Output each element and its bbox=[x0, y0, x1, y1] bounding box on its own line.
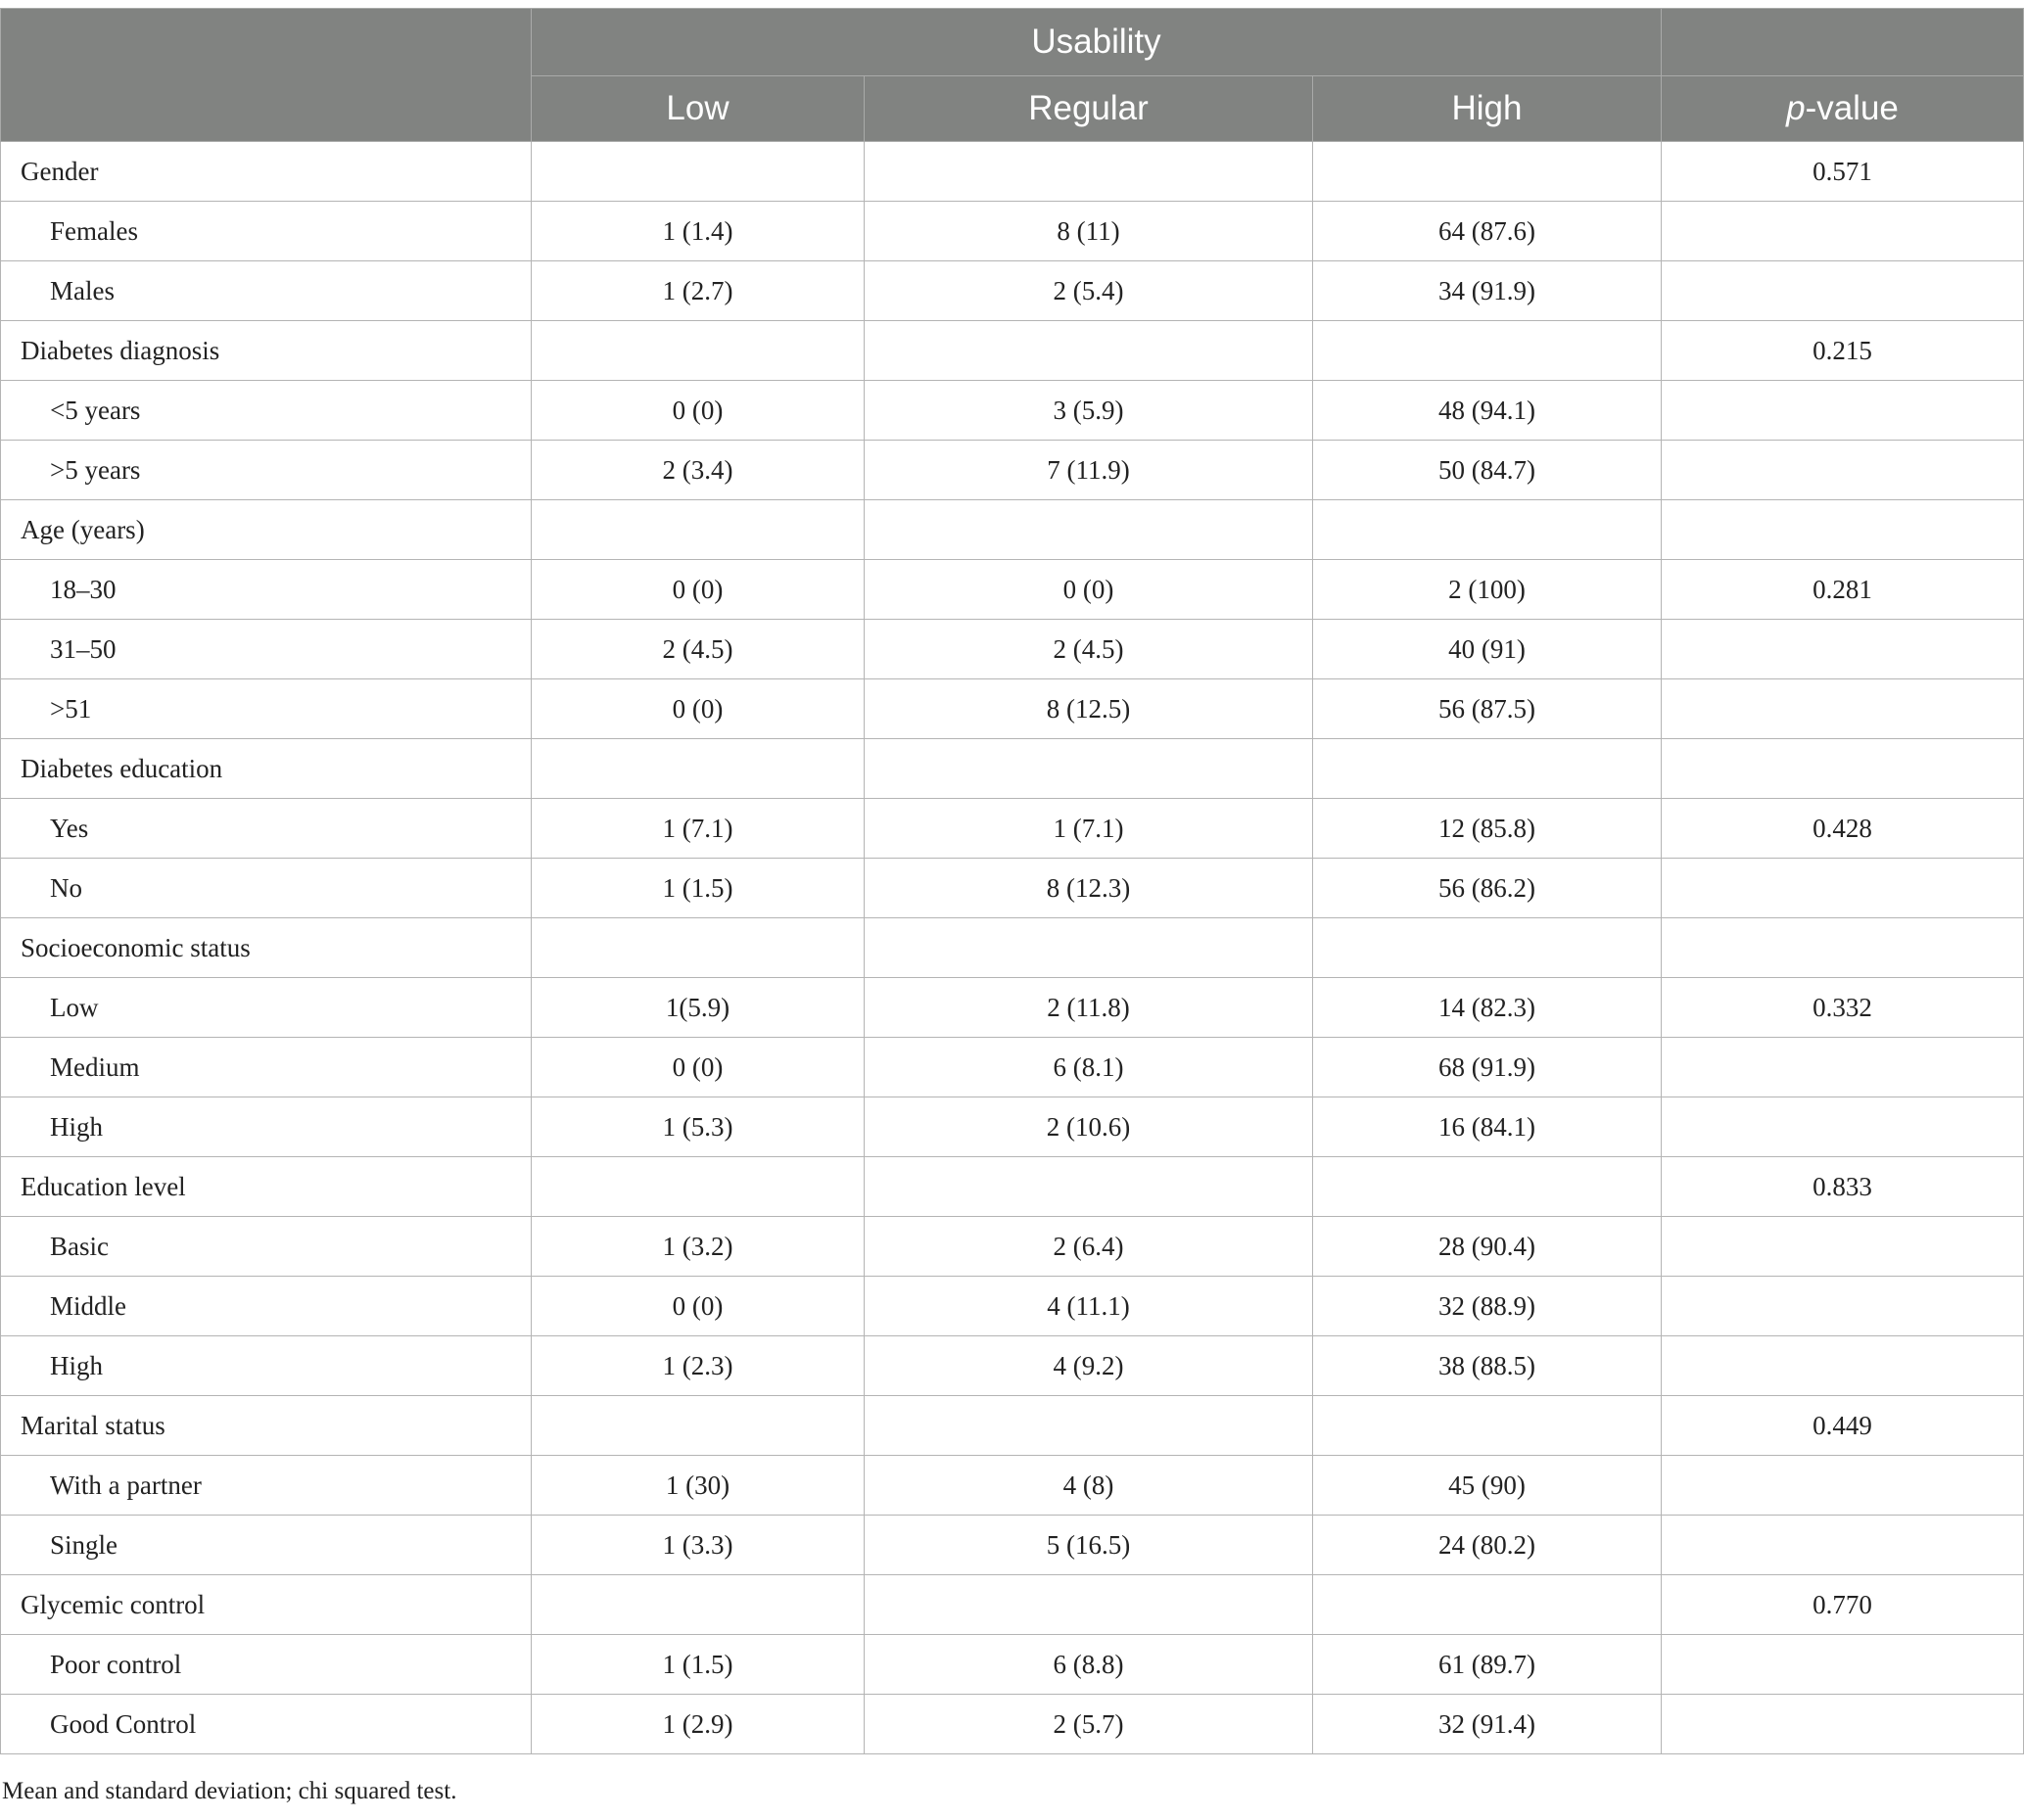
pvalue-cell: 0.428 bbox=[1662, 799, 2024, 859]
high-cell: 16 (84.1) bbox=[1313, 1097, 1662, 1157]
row-label: 31–50 bbox=[1, 620, 532, 679]
table-row-subitem bbox=[1, 679, 2024, 739]
low-cell: 1 (7.1) bbox=[532, 799, 865, 859]
pvalue-cell bbox=[1662, 441, 2024, 500]
pvalue-cell: 0.281 bbox=[1662, 560, 2024, 620]
table-row-subitem bbox=[1, 1635, 2024, 1695]
row-label: >51 bbox=[1, 679, 532, 739]
row-label: 18–30 bbox=[1, 560, 532, 620]
table-row-subitem bbox=[1, 1038, 2024, 1097]
regular-cell bbox=[865, 1396, 1313, 1456]
pvalue-cell: 0.770 bbox=[1662, 1575, 2024, 1635]
table-row-subitem bbox=[1, 978, 2024, 1038]
table-row-subitem bbox=[1, 202, 2024, 261]
regular-cell: 5 (16.5) bbox=[865, 1516, 1313, 1575]
row-label: Good Control bbox=[1, 1695, 532, 1754]
regular-cell: 8 (12.5) bbox=[865, 679, 1313, 739]
header-blank-cell bbox=[1662, 9, 2024, 76]
pvalue-cell bbox=[1662, 1217, 2024, 1277]
pvalue-cell: 0.215 bbox=[1662, 321, 2024, 381]
row-label: Marital status bbox=[1, 1396, 532, 1456]
pvalue-cell bbox=[1662, 739, 2024, 799]
row-label: Age (years) bbox=[1, 500, 532, 560]
low-cell: 1(5.9) bbox=[532, 978, 865, 1038]
table-row-category bbox=[1, 321, 2024, 381]
high-cell: 2 (100) bbox=[1313, 560, 1662, 620]
pvalue-cell bbox=[1662, 1277, 2024, 1336]
table-row-category bbox=[1, 500, 2024, 560]
high-cell: 32 (91.4) bbox=[1313, 1695, 1662, 1754]
row-label: Females bbox=[1, 202, 532, 261]
row-label: Medium bbox=[1, 1038, 532, 1097]
high-cell: 48 (94.1) bbox=[1313, 381, 1662, 441]
regular-cell: 2 (11.8) bbox=[865, 978, 1313, 1038]
row-label: <5 years bbox=[1, 381, 532, 441]
row-label: High bbox=[1, 1097, 532, 1157]
table-row-category bbox=[1, 142, 2024, 202]
regular-cell: 6 (8.1) bbox=[865, 1038, 1313, 1097]
header-blank-cell bbox=[1, 9, 532, 142]
table-row-category bbox=[1, 739, 2024, 799]
pvalue-cell bbox=[1662, 1097, 2024, 1157]
low-cell: 1 (5.3) bbox=[532, 1097, 865, 1157]
regular-cell: 0 (0) bbox=[865, 560, 1313, 620]
row-label: Middle bbox=[1, 1277, 532, 1336]
row-label: With a partner bbox=[1, 1456, 532, 1516]
low-cell: 1 (1.5) bbox=[532, 1635, 865, 1695]
pvalue-cell bbox=[1662, 381, 2024, 441]
low-cell: 0 (0) bbox=[532, 1038, 865, 1097]
row-label: High bbox=[1, 1336, 532, 1396]
regular-cell: 4 (11.1) bbox=[865, 1277, 1313, 1336]
high-cell: 28 (90.4) bbox=[1313, 1217, 1662, 1277]
high-cell: 56 (87.5) bbox=[1313, 679, 1662, 739]
row-label: Socioeconomic status bbox=[1, 918, 532, 978]
regular-cell bbox=[865, 1157, 1313, 1217]
high-cell: 56 (86.2) bbox=[1313, 859, 1662, 918]
table-row-subitem bbox=[1, 381, 2024, 441]
pvalue-cell: 0.332 bbox=[1662, 978, 2024, 1038]
high-cell: 14 (82.3) bbox=[1313, 978, 1662, 1038]
low-cell bbox=[532, 918, 865, 978]
pvalue-cell bbox=[1662, 1336, 2024, 1396]
regular-cell bbox=[865, 918, 1313, 978]
table-row-category bbox=[1, 918, 2024, 978]
column-header-regular: Regular bbox=[865, 76, 1313, 142]
table-row-category bbox=[1, 1157, 2024, 1217]
low-cell: 0 (0) bbox=[532, 679, 865, 739]
low-cell: 1 (30) bbox=[532, 1456, 865, 1516]
pvalue-cell: 0.571 bbox=[1662, 142, 2024, 202]
high-cell: 32 (88.9) bbox=[1313, 1277, 1662, 1336]
table-row-subitem bbox=[1, 441, 2024, 500]
low-cell bbox=[532, 142, 865, 202]
low-cell: 0 (0) bbox=[532, 1277, 865, 1336]
low-cell: 2 (3.4) bbox=[532, 441, 865, 500]
usability-table bbox=[0, 8, 2024, 1754]
low-cell: 1 (2.7) bbox=[532, 261, 865, 321]
low-cell bbox=[532, 1396, 865, 1456]
table-row-subitem bbox=[1, 261, 2024, 321]
table-row-category bbox=[1, 1396, 2024, 1456]
pvalue-cell bbox=[1662, 859, 2024, 918]
table-row-subitem bbox=[1, 799, 2024, 859]
pvalue-cell bbox=[1662, 1038, 2024, 1097]
row-label: Diabetes diagnosis bbox=[1, 321, 532, 381]
low-cell: 1 (2.3) bbox=[532, 1336, 865, 1396]
high-cell: 24 (80.2) bbox=[1313, 1516, 1662, 1575]
row-label: Diabetes education bbox=[1, 739, 532, 799]
table-row-subitem bbox=[1, 1336, 2024, 1396]
low-cell bbox=[532, 500, 865, 560]
low-cell: 1 (1.4) bbox=[532, 202, 865, 261]
high-cell bbox=[1313, 1157, 1662, 1217]
row-label: Yes bbox=[1, 799, 532, 859]
regular-cell: 3 (5.9) bbox=[865, 381, 1313, 441]
usability-group-header: Usability bbox=[532, 9, 1662, 76]
high-cell: 64 (87.6) bbox=[1313, 202, 1662, 261]
table-body bbox=[1, 142, 2024, 1754]
regular-cell: 1 (7.1) bbox=[865, 799, 1313, 859]
pvalue-cell: 0.449 bbox=[1662, 1396, 2024, 1456]
table-row-subitem bbox=[1, 1516, 2024, 1575]
low-cell: 1 (2.9) bbox=[532, 1695, 865, 1754]
column-header-high: High bbox=[1313, 76, 1662, 142]
high-cell bbox=[1313, 1396, 1662, 1456]
row-label: Education level bbox=[1, 1157, 532, 1217]
table-row-subitem bbox=[1, 1695, 2024, 1754]
high-cell bbox=[1313, 739, 1662, 799]
regular-cell: 8 (11) bbox=[865, 202, 1313, 261]
high-cell bbox=[1313, 321, 1662, 381]
regular-cell bbox=[865, 142, 1313, 202]
header-group-row bbox=[1, 9, 2024, 76]
table-row-subitem bbox=[1, 1456, 2024, 1516]
low-cell: 1 (1.5) bbox=[532, 859, 865, 918]
regular-cell bbox=[865, 739, 1313, 799]
low-cell: 1 (3.2) bbox=[532, 1217, 865, 1277]
high-cell bbox=[1313, 918, 1662, 978]
regular-cell: 2 (5.7) bbox=[865, 1695, 1313, 1754]
high-cell: 61 (89.7) bbox=[1313, 1635, 1662, 1695]
pvalue-cell bbox=[1662, 918, 2024, 978]
regular-cell: 2 (5.4) bbox=[865, 261, 1313, 321]
row-label: Poor control bbox=[1, 1635, 532, 1695]
pvalue-italic-p: p bbox=[1786, 89, 1806, 127]
low-cell bbox=[532, 739, 865, 799]
high-cell: 68 (91.9) bbox=[1313, 1038, 1662, 1097]
high-cell: 45 (90) bbox=[1313, 1456, 1662, 1516]
high-cell bbox=[1313, 1575, 1662, 1635]
row-label: Low bbox=[1, 978, 532, 1038]
high-cell: 38 (88.5) bbox=[1313, 1336, 1662, 1396]
pvalue-cell bbox=[1662, 202, 2024, 261]
row-label: No bbox=[1, 859, 532, 918]
table-row-subitem bbox=[1, 1097, 2024, 1157]
table-row-subitem bbox=[1, 859, 2024, 918]
table-row-subitem bbox=[1, 1217, 2024, 1277]
regular-cell: 6 (8.8) bbox=[865, 1635, 1313, 1695]
regular-cell: 2 (10.6) bbox=[865, 1097, 1313, 1157]
low-cell bbox=[532, 321, 865, 381]
pvalue-cell bbox=[1662, 1635, 2024, 1695]
column-header-pvalue bbox=[1662, 76, 2024, 142]
row-label: Gender bbox=[1, 142, 532, 202]
pvalue-cell bbox=[1662, 679, 2024, 739]
low-cell bbox=[532, 1575, 865, 1635]
row-label: Single bbox=[1, 1516, 532, 1575]
high-cell: 12 (85.8) bbox=[1313, 799, 1662, 859]
pvalue-cell bbox=[1662, 620, 2024, 679]
row-label: Males bbox=[1, 261, 532, 321]
row-label: Glycemic control bbox=[1, 1575, 532, 1635]
regular-cell bbox=[865, 1575, 1313, 1635]
low-cell: 0 (0) bbox=[532, 381, 865, 441]
regular-cell: 4 (9.2) bbox=[865, 1336, 1313, 1396]
table-footnote: Mean and standard deviation; chi squared test. bbox=[2, 1778, 457, 1804]
pvalue-cell bbox=[1662, 1516, 2024, 1575]
regular-cell: 2 (4.5) bbox=[865, 620, 1313, 679]
low-cell: 1 (3.3) bbox=[532, 1516, 865, 1575]
pvalue-suffix: -value bbox=[1805, 89, 1899, 127]
row-label: >5 years bbox=[1, 441, 532, 500]
regular-cell bbox=[865, 500, 1313, 560]
low-cell: 0 (0) bbox=[532, 560, 865, 620]
table-row-subitem bbox=[1, 1277, 2024, 1336]
low-cell: 2 (4.5) bbox=[532, 620, 865, 679]
low-cell bbox=[532, 1157, 865, 1217]
pvalue-cell bbox=[1662, 1695, 2024, 1754]
high-cell bbox=[1313, 500, 1662, 560]
pvalue-cell bbox=[1662, 500, 2024, 560]
regular-cell: 4 (8) bbox=[865, 1456, 1313, 1516]
regular-cell: 2 (6.4) bbox=[865, 1217, 1313, 1277]
regular-cell: 8 (12.3) bbox=[865, 859, 1313, 918]
table-row-category bbox=[1, 1575, 2024, 1635]
high-cell: 34 (91.9) bbox=[1313, 261, 1662, 321]
pvalue-cell: 0.833 bbox=[1662, 1157, 2024, 1217]
column-header-low: Low bbox=[532, 76, 865, 142]
high-cell bbox=[1313, 142, 1662, 202]
table-row-subitem bbox=[1, 620, 2024, 679]
regular-cell bbox=[865, 321, 1313, 381]
regular-cell: 7 (11.9) bbox=[865, 441, 1313, 500]
high-cell: 50 (84.7) bbox=[1313, 441, 1662, 500]
high-cell: 40 (91) bbox=[1313, 620, 1662, 679]
row-label: Basic bbox=[1, 1217, 532, 1277]
pvalue-cell bbox=[1662, 261, 2024, 321]
pvalue-cell bbox=[1662, 1456, 2024, 1516]
table-row-subitem bbox=[1, 560, 2024, 620]
